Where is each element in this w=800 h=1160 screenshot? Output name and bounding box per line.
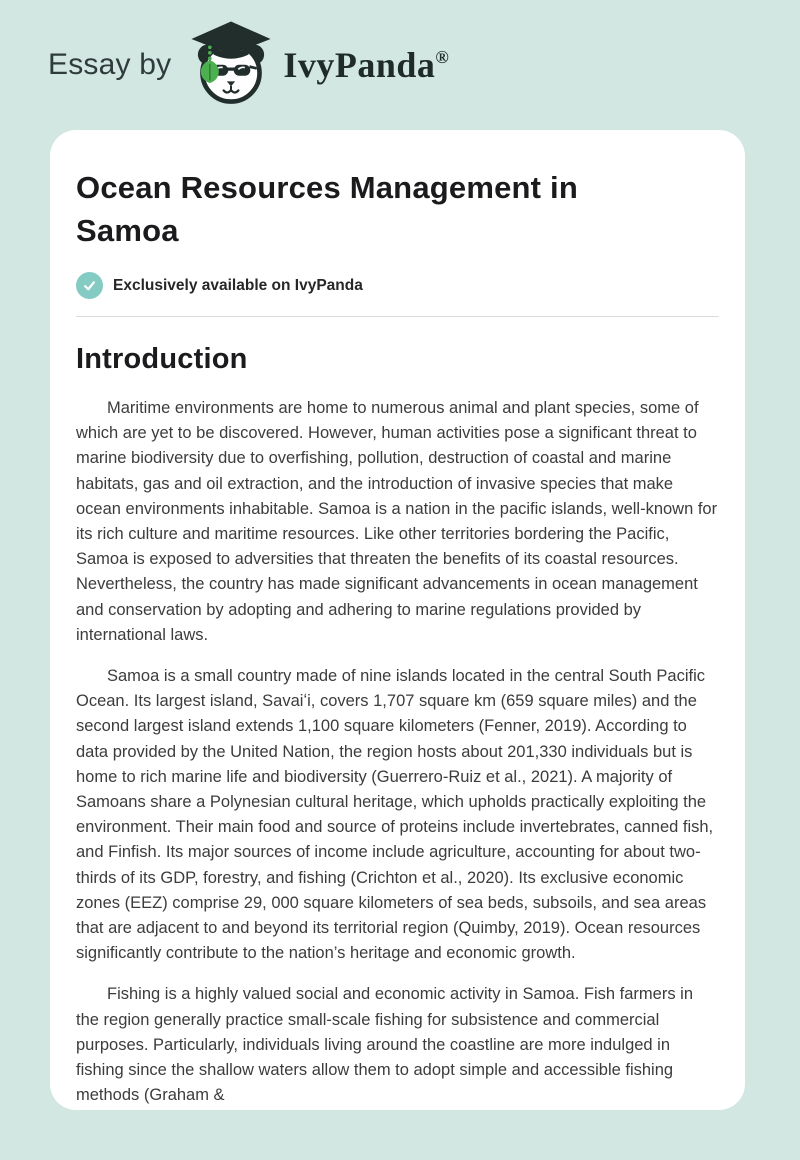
essay-body <box>76 396 719 1108</box>
brand-wordmark[interactable]: IvyPanda® <box>283 45 450 85</box>
registered-trademark: ® <box>435 47 450 67</box>
essay-paragraph: Fishing is a highly valued social and economic activity in Samoa. Fish farmers in the region generally practice small-scale fishing for subsistence and commercial purposes. Particularly, individuals living around the coastline are more indulged in fishing since the shallow waters allow them to adopt simple and accessible fishing methods (Graham & <box>76 985 694 1105</box>
availability-badge <box>76 272 719 299</box>
availability-badge-text: Exclusively available on IvyPanda <box>113 276 363 294</box>
section-heading-introduction: Introduction <box>76 343 248 375</box>
panda-graduate-icon[interactable] <box>185 16 277 108</box>
essay-paragraph: Maritime environments are home to numerous animal and plant species, some of which are yet to be discovered. However, human activities pose a significant threat to marine biodiversity due to overfishing, pollution, destruction of coastal and marine habitats, gas and oil extraction, and the introduction of invasive species that make ocean environments inhabitable. Samoa is a nation in the pacific islands, well-known for its rich culture and maritime resources. Like other territories bordering the Pacific, Samoa is exposed to adversities that threaten the benefits of its coastal resources. Nevertheless, the country has made significant advancements in ocean management and conservation by adopting and adhering to marine regulations provided by international laws. <box>76 399 718 644</box>
essay-by-label: Essay by <box>48 48 172 81</box>
check-icon <box>76 272 103 299</box>
essay-card <box>50 130 745 1110</box>
divider <box>76 316 719 317</box>
essay-title: Ocean Resources Management in Samoa <box>76 170 578 248</box>
site-header <box>0 0 800 130</box>
essay-paragraph: Samoa is a small country made of nine islands located in the central South Pacific Ocean. Its largest island, Savaiʻi, covers 1,707 square km (659 square miles) and the second largest island extends 1,100 square kilometers (Fenner, 2019). According to data provided by the United Nation, the region hosts about 201,330 individuals but is home to rich marine life and biodiversity (Guerrero-Ruiz et al., 2021). A majority of Samoans share a Polynesian cultural heritage, which upholds practically exploiting the environment. Their main food and source of proteins include invertebrates, canned fish, and Finfish. Its major sources of income include agriculture, accounting for about two-thirds of its GDP, forestry, and fishing (Crichton et al., 2020). Its exclusive economic zones (EEZ) comprise 29, 000 square kilometers of sea beds, subsoils, and sea areas that are adjacent to and beyond its territorial region (Quimby, 2019). Ocean resources significantly contribute to the nation’s heritage and economic growth. <box>76 667 714 963</box>
